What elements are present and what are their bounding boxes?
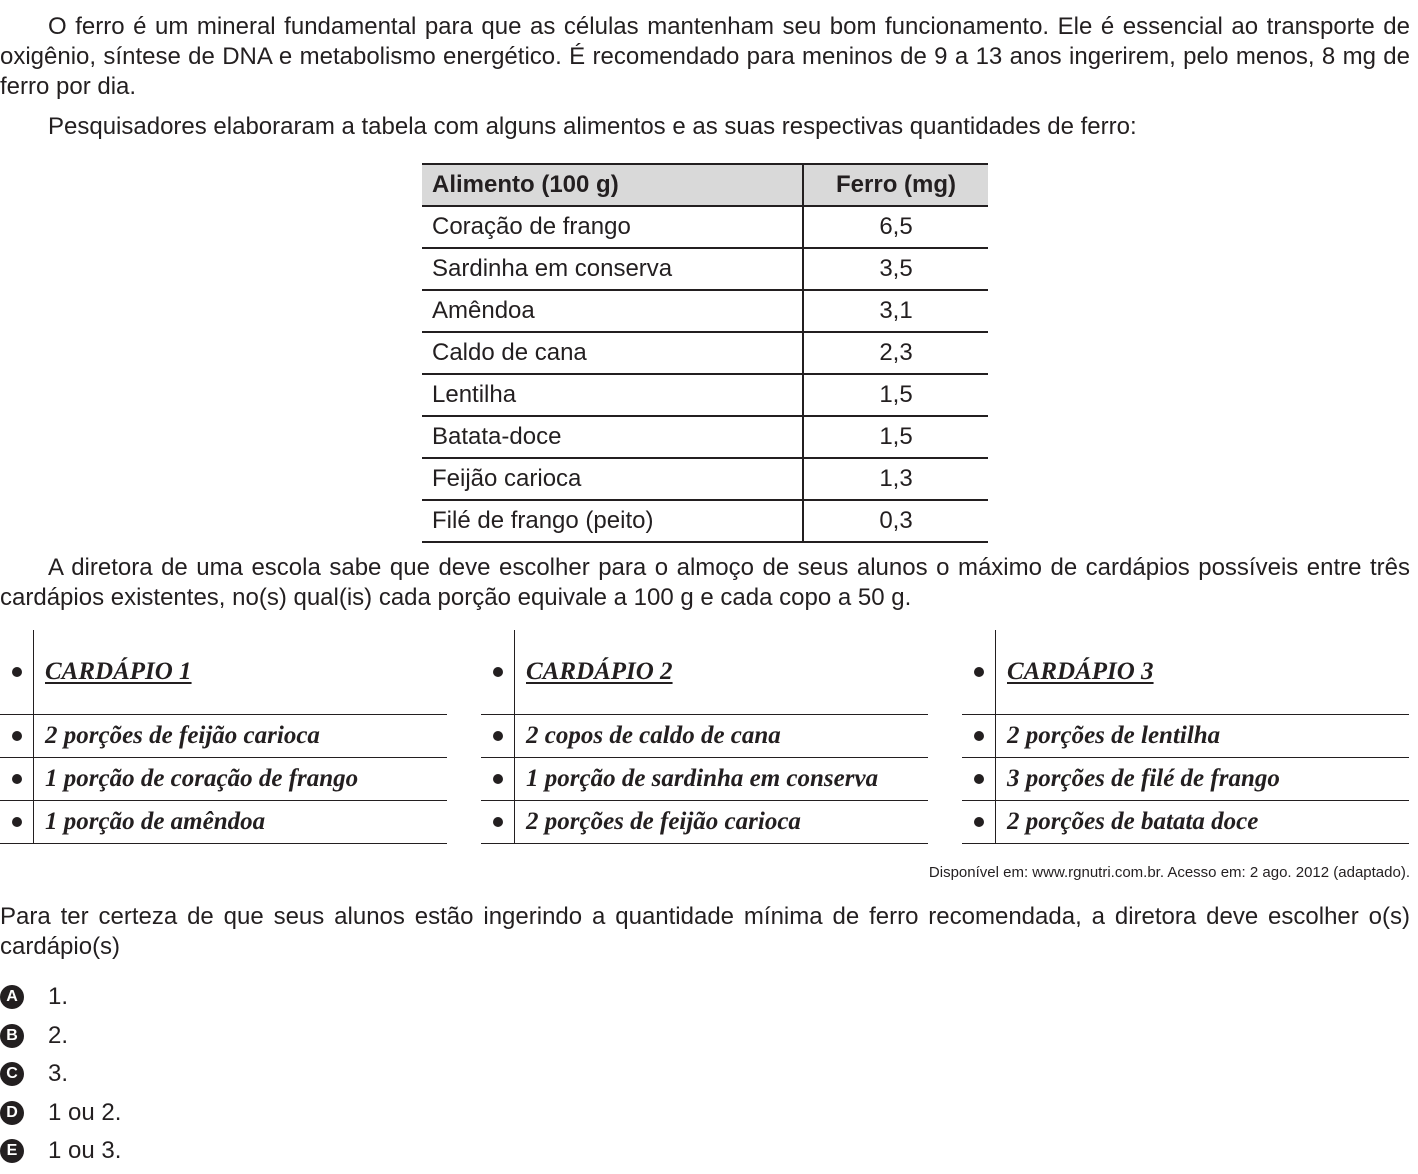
bullet-icon <box>974 817 984 827</box>
bullet-icon <box>974 731 984 741</box>
table-row <box>422 458 988 500</box>
bullet-icon <box>493 817 503 827</box>
food-name: Caldo de cana <box>422 332 803 374</box>
option-letter-badge: D <box>0 1101 24 1125</box>
menu-title: CARDÁPIO 2 <box>526 658 673 685</box>
iron-value: 3,1 <box>803 290 988 332</box>
bullet-icon <box>974 667 984 677</box>
list-item <box>481 758 928 801</box>
menu-header <box>481 630 928 715</box>
option-a[interactable] <box>0 978 121 1017</box>
food-name: Feijão carioca <box>422 458 803 500</box>
option-c[interactable] <box>0 1055 121 1094</box>
source-citation: Disponível em: www.rgnutri.com.br. Acesso em: 2 ago. 2012 (adaptado). <box>928 864 1410 881</box>
table-row <box>422 290 988 332</box>
table-row <box>422 206 988 248</box>
context-paragraph: A diretora de uma escola sabe que deve escolher para o almoço de seus alunos o máximo de cardápios possíveis entre três cardápios existentes, no(s) qual(is) cada porção equivale a 100 g e cada copo a 50 g. <box>0 554 1410 611</box>
menu-item-text: 2 porções de feijão carioca <box>526 808 801 835</box>
menu-1 <box>0 630 447 844</box>
table-header-row <box>422 164 988 206</box>
list-item <box>962 715 1409 758</box>
menu-item-text: 2 porções de lentilha <box>1007 722 1221 749</box>
option-letter-badge: A <box>0 985 24 1009</box>
menu-3 <box>962 630 1409 844</box>
food-name: Coração de frango <box>422 206 803 248</box>
option-text: 1 ou 3. <box>48 1137 122 1165</box>
menu-header <box>0 630 447 715</box>
menu-item-text: 2 porções de feijão carioca <box>45 722 320 749</box>
bullet-icon <box>12 817 22 827</box>
bullet-icon <box>974 774 984 784</box>
iron-value: 2,3 <box>803 332 988 374</box>
menu-item-text: 1 porção de coração de frango <box>45 765 359 792</box>
food-name: Batata-doce <box>422 416 803 458</box>
bullet-icon <box>12 731 22 741</box>
menu-title: CARDÁPIO 1 <box>45 658 192 685</box>
menu-item-text: 1 porção de amêndoa <box>45 808 266 835</box>
bullet-icon <box>493 667 503 677</box>
option-text: 2. <box>48 1021 69 1049</box>
table-row <box>422 248 988 290</box>
list-item <box>0 715 447 758</box>
column-header-food: Alimento (100 g) <box>422 164 803 206</box>
iron-value: 3,5 <box>803 248 988 290</box>
option-b[interactable] <box>0 1017 121 1056</box>
option-d[interactable] <box>0 1094 121 1133</box>
food-name: Lentilha <box>422 374 803 416</box>
question-stem: Para ter certeza de que seus alunos estão ingerindo a quantidade mínima de ferro recomendada, a diretora deve escolher o(s) cardápio(s) <box>0 903 1410 960</box>
intro-paragraph-1: O ferro é um mineral fundamental para que as células mantenham seu bom funcionamento. Ele é essencial ao transporte de oxigênio, síntese de DNA e metabolismo energético. É recomendado para meninos de 9 a 13 anos ingerirem, pelo menos, 8 mg de ferro por dia. <box>0 13 1410 100</box>
iron-value: 1,3 <box>803 458 988 500</box>
list-item <box>962 801 1409 844</box>
iron-content-table <box>422 163 988 543</box>
menu-header <box>962 630 1409 715</box>
option-text: 1 ou 2. <box>48 1098 122 1126</box>
list-item <box>0 758 447 801</box>
bullet-icon <box>493 774 503 784</box>
list-item <box>481 801 928 844</box>
answer-options <box>0 978 121 1171</box>
list-item <box>0 801 447 844</box>
list-item <box>962 758 1409 801</box>
bullet-icon <box>12 774 22 784</box>
table-row <box>422 500 988 542</box>
food-name: Filé de frango (peito) <box>422 500 803 542</box>
iron-value: 1,5 <box>803 416 988 458</box>
menu-title: CARDÁPIO 3 <box>1007 658 1154 685</box>
food-name: Amêndoa <box>422 290 803 332</box>
bullet-icon <box>493 731 503 741</box>
food-name: Sardinha em conserva <box>422 248 803 290</box>
option-letter-badge: C <box>0 1062 24 1086</box>
option-e[interactable] <box>0 1132 121 1171</box>
option-letter-badge: E <box>0 1139 24 1163</box>
table-row <box>422 332 988 374</box>
menu-item-text: 2 copos de caldo de cana <box>526 722 781 749</box>
menu-item-text: 2 porções de batata doce <box>1007 808 1259 835</box>
table-row <box>422 416 988 458</box>
table-row <box>422 374 988 416</box>
menu-item-text: 3 porções de filé de frango <box>1007 765 1280 792</box>
iron-value: 0,3 <box>803 500 988 542</box>
iron-value: 1,5 <box>803 374 988 416</box>
list-item <box>481 715 928 758</box>
menu-item-text: 1 porção de sardinha em conserva <box>526 765 879 792</box>
option-text: 3. <box>48 1060 69 1088</box>
column-header-iron: Ferro (mg) <box>803 164 988 206</box>
bullet-icon <box>12 667 22 677</box>
iron-value: 6,5 <box>803 206 988 248</box>
option-text: 1. <box>48 983 69 1011</box>
option-letter-badge: B <box>0 1024 24 1048</box>
menu-2 <box>481 630 928 844</box>
intro-paragraph-2: Pesquisadores elaboraram a tabela com alguns alimentos e as suas respectivas quantidades de ferro: <box>48 113 1137 140</box>
